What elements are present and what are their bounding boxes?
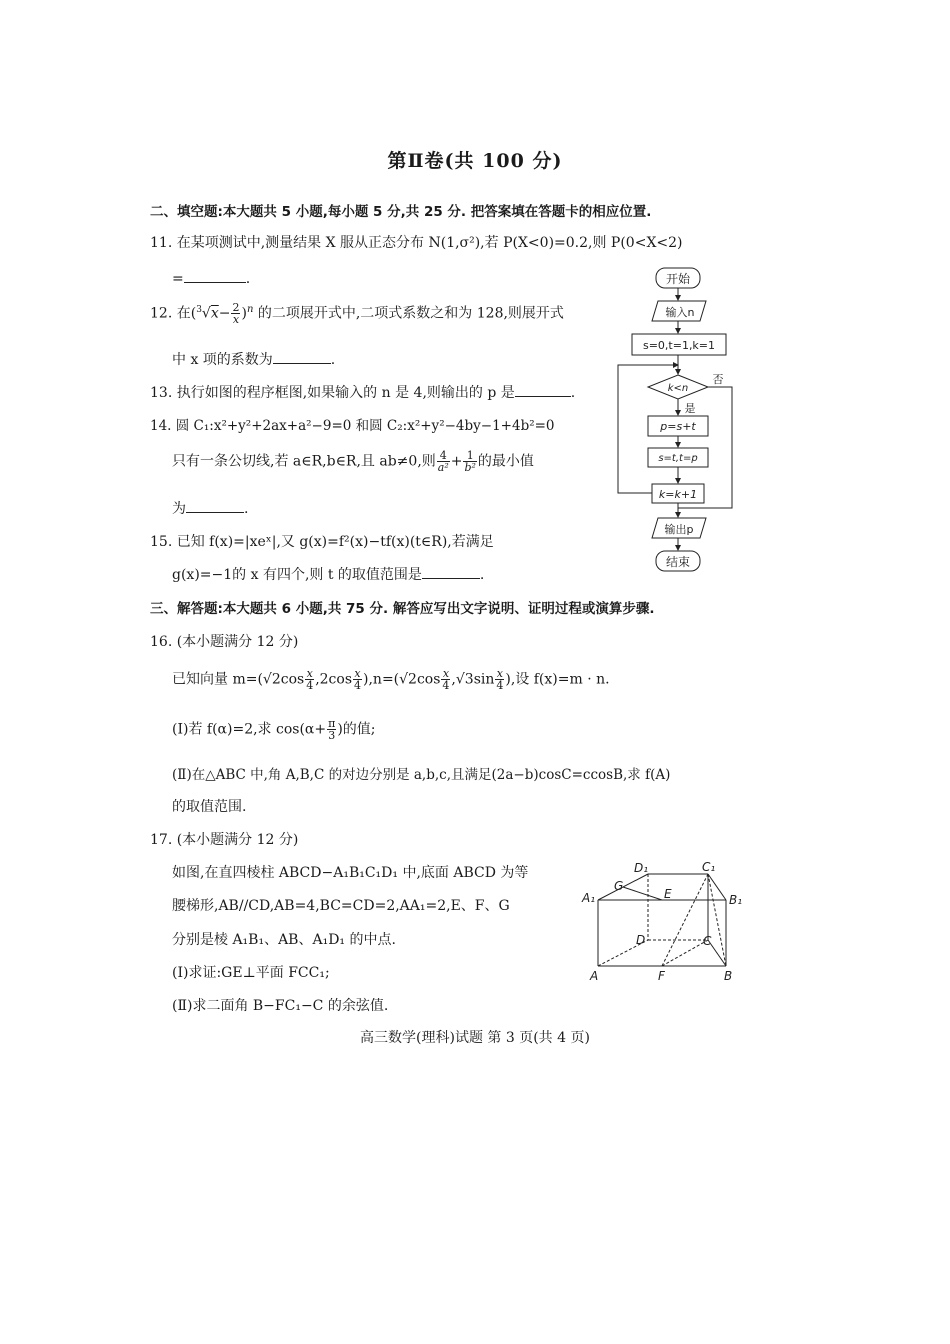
q14-f1-den: a²: [437, 461, 449, 474]
q12-line2-text: 中 x 项的系数为: [172, 352, 273, 368]
q12-fraction: [231, 302, 240, 325]
label-C1: C₁: [702, 860, 716, 874]
q14-dot: .: [244, 501, 249, 517]
label-A: A: [590, 969, 599, 983]
q16-frac-a: [305, 668, 314, 691]
q16-frac-c: [441, 668, 450, 691]
q17-line2: 腰梯形,AB//CD,AB=4,BC=CD=2,AA₁=2,E、F、G: [172, 898, 510, 914]
q12-line2: [172, 349, 335, 369]
q14-line1: 14. 圆 C₁:x²+y²+2ax+a²−9=0 和圆 C₂:x²+y²−4by−1+4b²=0: [150, 418, 555, 434]
q16-frac-b-num: x: [354, 667, 361, 680]
q12-line1: 12. 在($^3$√x− $\frac{2}{x}$ )$^n$ 的二项展开式中,二项式系数之和为 128,则展开式: [150, 301, 564, 326]
q16-frac-a-den: 4: [306, 679, 314, 692]
q16-frac-d: [495, 668, 504, 691]
q12-close: ): [241, 305, 247, 322]
q16-frac-c-den: 4: [442, 679, 450, 692]
label-E: E: [664, 887, 672, 901]
q16-vec-prefix: 已知向量 m=(√2cos: [172, 671, 305, 688]
q11-eq: =: [172, 271, 184, 287]
flow-init-label: s=0,t=1,k=1: [642, 339, 716, 352]
label-G: G: [614, 879, 624, 893]
q13-line: [150, 382, 575, 402]
q16-part2-line1: (Ⅱ)在△ABC 中,角 A,B,C 的对边分别是 a,b,c,且满足(2a−b)cosC=ccosB,求 f(A): [172, 767, 671, 783]
q12-rest: 的二项展开式中,二项式系数之和为 128,则展开式: [253, 305, 564, 322]
q14-line2-text: 只有一条公切线,若 a∈R,b∈R,且 ab≠0,则: [172, 453, 436, 470]
q16-frac-d-den: 4: [496, 679, 504, 692]
q14-plus: +: [450, 453, 463, 470]
label-C: C: [703, 934, 712, 948]
q16-frac-a-num: x: [306, 667, 313, 680]
q16-frac-c-num: x: [442, 667, 450, 680]
q16-vec-mid1: ,2cos: [315, 671, 353, 688]
q16-part1-prefix: (Ⅰ)若 f(α)=2,求 cos(α+: [172, 721, 327, 738]
q17-part1: (Ⅰ)求证:GE⊥平面 FCC₁;: [172, 965, 330, 981]
q17-part2: (Ⅱ)求二面角 B−FC₁−C 的余弦值.: [172, 998, 389, 1014]
q13-dot: .: [570, 385, 576, 401]
label-B: B: [724, 969, 733, 983]
q16-frac-d-num: x: [496, 667, 503, 680]
q14-answer-blank: [186, 498, 244, 513]
q13-answer-blank: [515, 382, 571, 397]
flow-output-label: 输出p: [664, 523, 694, 536]
q14-line2-suffix: 的最小值: [477, 453, 534, 470]
flow-no-label: 否: [712, 373, 724, 386]
label-F: F: [658, 969, 665, 983]
q16-part1-suffix: )的值;: [337, 721, 376, 738]
q16-part2-line2: 的取值范围.: [172, 799, 247, 815]
q15-line2: [172, 564, 484, 584]
q16-pi-num: π: [328, 717, 336, 730]
q16-vectors: [172, 668, 610, 691]
q16-vec-suffix: ),设 f(x)=m · n.: [505, 671, 610, 688]
q13-text: 13. 执行如图的程序框图,如果输入的 n 是 4,则输出的 p 是: [150, 385, 515, 401]
q12-root-body: x: [210, 305, 219, 322]
q11-dot: .: [245, 271, 251, 287]
q14-f1-num: 4: [437, 450, 450, 462]
prism-figure: [578, 860, 748, 990]
q16-pi-den: 3: [328, 729, 336, 742]
flow-yes-label: 是: [684, 402, 696, 415]
q14-frac2: [463, 450, 476, 473]
section2-header: 二、填空题:本大题共 5 小题,每小题 5 分,共 25 分. 把答案填在答题卡的相应位置.: [150, 204, 652, 220]
q16-vec-mid2: ),n=(√2cos: [363, 671, 441, 688]
q16-part1: [172, 718, 376, 741]
flow-step2-label: s=t,t=p: [658, 453, 698, 464]
q17-line1: 如图,在直四棱柱 ABCD−A₁B₁C₁D₁ 中,底面 ABCD 为等: [172, 865, 529, 881]
q17-header: 17. (本小题满分 12 分): [150, 832, 299, 848]
q14-line2: [172, 450, 534, 473]
q14-f2-den: b²: [464, 461, 476, 474]
q11-answer-blank: [184, 268, 246, 283]
q11-line1: 11. 在某项测试中,测量结果 X 服从正态分布 N(1,σ²),若 P(X<0)=0.2,则 P(0<X<2): [150, 235, 683, 251]
q12-power: n: [246, 303, 254, 315]
q12-root-index: 3: [196, 304, 202, 315]
q12-frac-den: x: [232, 313, 240, 326]
label-B1: B₁: [729, 893, 743, 907]
flow-step1-label: p=s+t: [660, 420, 696, 433]
q15-line2-text: g(x)=−1的 x 有四个,则 t 的取值范围是: [172, 567, 422, 583]
page-title: 第Ⅱ卷(共 100 分): [387, 150, 563, 172]
q12-dot: .: [330, 352, 336, 368]
q14-line3-text: 为: [172, 501, 186, 517]
q12-frac-num: 2: [232, 301, 240, 314]
program-flowchart: [610, 260, 750, 580]
label-A1: A₁: [582, 891, 596, 905]
q12-minus: −: [218, 305, 231, 322]
section3-header: 三、解答题:本大题共 6 小题,共 75 分. 解答应写出文字说明、证明过程或演算步骤.: [150, 601, 655, 617]
q16-frac-b: [353, 668, 362, 691]
q16-pi-frac: [327, 718, 336, 741]
label-D: D: [636, 933, 646, 947]
q14-line3: [172, 498, 248, 518]
flow-start-label: 开始: [665, 272, 691, 286]
q14-f2-num: 1: [463, 450, 476, 462]
q14-frac1: [437, 450, 450, 473]
flow-end-label: 结束: [665, 555, 691, 569]
page-footer: 高三数学(理科)试题 第 3 页(共 4 页): [360, 1030, 590, 1046]
q15-line1: 15. 已知 f(x)=|xeˣ|,又 g(x)=f²(x)−tf(x)(t∈R),若满足: [150, 534, 494, 550]
flow-condition-label: k<n: [667, 383, 689, 394]
q15-dot: .: [479, 567, 485, 583]
flow-input-label: 输入n: [665, 306, 695, 319]
q16-vec-mid3: ,√3sin: [451, 671, 495, 688]
q12-prefix: 12. 在(: [150, 305, 197, 322]
q16-header: 16. (本小题满分 12 分): [150, 634, 299, 650]
label-D1: D₁: [634, 861, 649, 875]
q12-answer-blank: [273, 349, 331, 364]
flow-step3-label: k=k+1: [658, 488, 698, 501]
q17-line3: 分别是棱 A₁B₁、AB、A₁D₁ 的中点.: [172, 932, 396, 948]
q11-line2: [172, 268, 250, 287]
q15-answer-blank: [422, 564, 480, 579]
q16-frac-b-den: 4: [354, 679, 362, 692]
